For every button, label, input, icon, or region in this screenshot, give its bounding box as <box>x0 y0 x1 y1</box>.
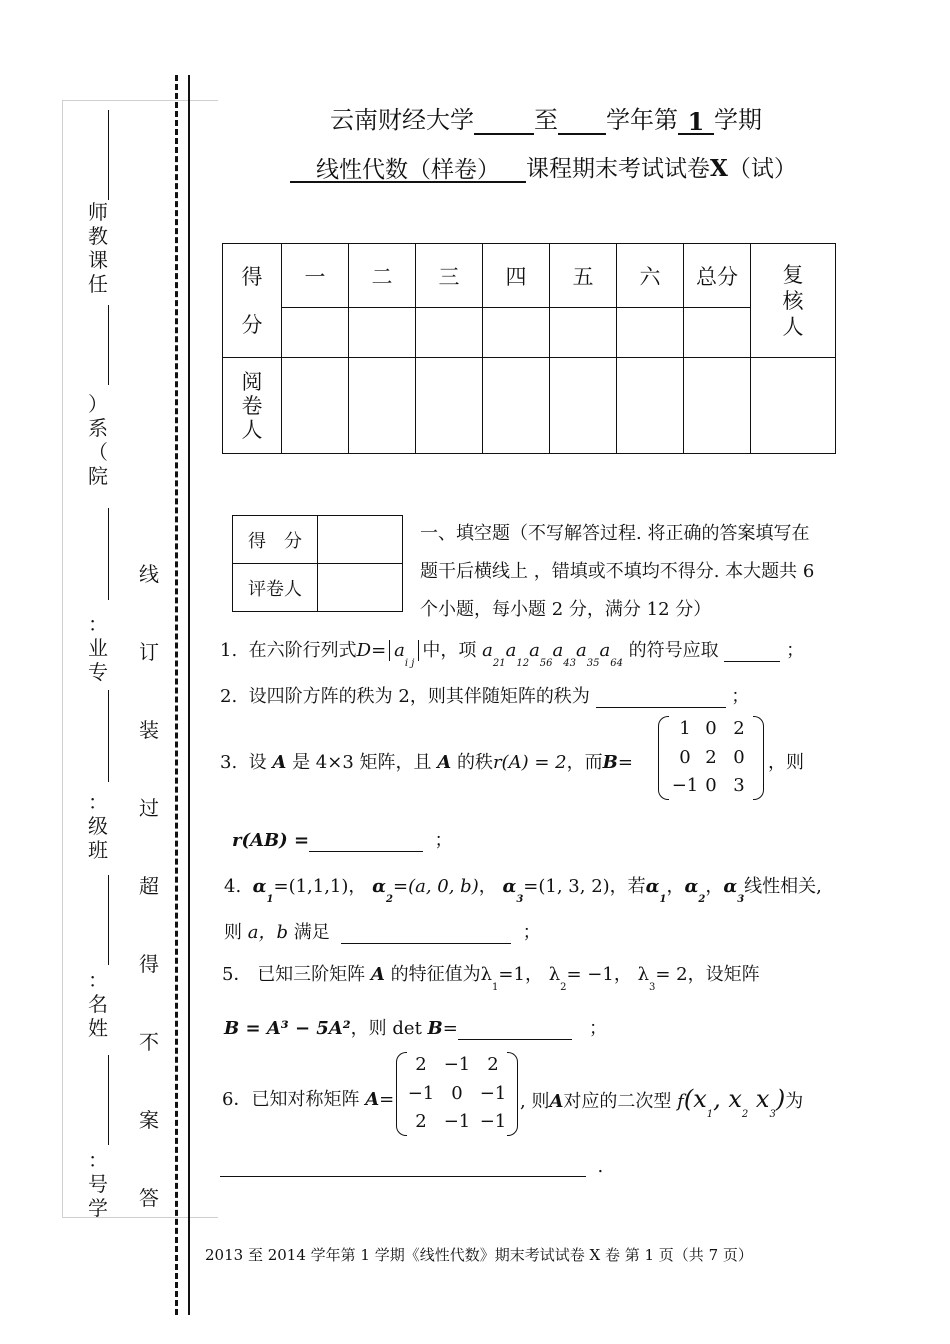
year-end-blank <box>558 107 606 135</box>
answer-blank[interactable] <box>458 1021 572 1040</box>
matrix-cell: 0 <box>705 775 717 796</box>
answer-blank[interactable] <box>341 925 511 944</box>
math-func: f <box>677 1091 684 1112</box>
math-subscript: 35 <box>586 658 600 669</box>
question-text: 则 <box>224 922 242 943</box>
question-text: 设 <box>248 752 267 773</box>
seal-char: 过 <box>139 796 159 820</box>
matrix-cell: −1 <box>671 775 699 796</box>
math-subscript: 21 <box>492 658 506 669</box>
math-var: A <box>437 752 452 773</box>
score-col-total: 总分 <box>684 244 751 308</box>
score-row-label: 得 分 <box>223 244 282 358</box>
math-op: = <box>379 1089 395 1110</box>
math-vars: a，b <box>247 922 288 943</box>
field-line <box>108 110 109 200</box>
score-col: 一 <box>282 244 349 308</box>
question-3-answer <box>232 826 453 852</box>
matrix-cell: 2 <box>487 1054 499 1075</box>
alpha-3: $\alpha_3$ <box>502 876 524 905</box>
question-text: ，而 <box>566 752 603 773</box>
matrix-cell: 2 <box>733 718 745 739</box>
math-subscript: 12 <box>516 658 530 669</box>
eigenvalue-3: = 2 <box>655 964 688 985</box>
section1-grader-box <box>232 515 403 612</box>
math-expr: B = A³ − 5A² <box>224 1018 351 1039</box>
question-text: 已知三阶矩阵 <box>257 964 366 985</box>
math-var: B <box>602 752 618 773</box>
question-text: 线性相关, <box>744 876 822 897</box>
cut-dashed-line <box>175 75 178 1315</box>
section1-instructions: 一、填空题（不写解答过程. 将正确的答案填写在题干后横线上 ，错填或不填均不得分. 本大题共 6 个小题，每小题 2 分，满分 12 分） <box>420 523 815 620</box>
section1-grader-label: 评卷人 <box>233 564 318 612</box>
matrix-cell: 0 <box>679 747 691 768</box>
grader-cell[interactable] <box>550 358 617 454</box>
paper-version: X <box>710 155 728 182</box>
seal-char: 案 <box>139 1108 159 1132</box>
paper-kind: （试） <box>727 156 797 182</box>
function-args: ($x_1$, $x_2$ $x_3$) <box>683 1085 786 1120</box>
matrix-left-paren <box>658 716 669 800</box>
answer-blank[interactable] <box>309 833 423 852</box>
alpha-3: $\alpha_3$ <box>723 876 745 905</box>
math-op: = <box>371 640 387 661</box>
question-text: 已知对称矩阵 <box>251 1089 360 1110</box>
question-1 <box>220 636 805 669</box>
seal-char: 装 <box>139 718 159 742</box>
seal-char: 超 <box>139 874 159 898</box>
question-number: 6． <box>222 1089 252 1110</box>
punctuation: ； <box>731 686 750 707</box>
math-op: = <box>442 1018 458 1039</box>
term-suffix: 学期 <box>714 106 762 134</box>
answer-blank[interactable] <box>724 643 780 662</box>
field-label-teacher: 师 教 课 任 <box>88 200 108 296</box>
math-var: A <box>370 964 385 985</box>
score-col: 五 <box>550 244 617 308</box>
score-cell[interactable] <box>349 308 416 358</box>
question-text: ，则 det <box>350 1018 422 1039</box>
matrix-cell: 0 <box>733 747 745 768</box>
grader-cell[interactable] <box>617 358 684 454</box>
section1-score-label: 得 分 <box>233 516 318 564</box>
punctuation: ； <box>434 830 453 851</box>
question-number: 3. <box>220 752 238 773</box>
question-text: 的符号应取 <box>628 640 719 661</box>
eigenvalue-2: = −1 <box>566 964 614 985</box>
grader-cell[interactable] <box>483 358 550 454</box>
math-var: A <box>549 1091 564 1112</box>
score-col: 二 <box>349 244 416 308</box>
question-number: 2. <box>220 686 238 707</box>
matrix-right-paren <box>753 716 764 800</box>
question-text: 为 <box>785 1091 804 1112</box>
alpha-1: $\alpha_1$ <box>252 876 274 905</box>
score-cell[interactable] <box>483 308 550 358</box>
score-col: 四 <box>483 244 550 308</box>
seal-char: 订 <box>139 640 159 664</box>
exam-header-line1 <box>330 100 762 135</box>
exam-header-line2 <box>290 150 797 183</box>
question-text: ，若 <box>609 876 646 897</box>
question-text: 对应的二次型 <box>563 1091 672 1112</box>
question-text: 中，项 <box>422 640 477 661</box>
vector-1: (1,1,1) <box>288 876 349 897</box>
punctuation: . <box>597 1156 604 1177</box>
matrix-cell: −1 <box>443 1054 471 1075</box>
punctuation: ； <box>522 922 541 943</box>
math-subscript: 43 <box>563 658 576 669</box>
question-5: 5． 已知三阶矩阵 A 的特征值为$\lambda_1=1$， $\lambda_2= -1$， $\lambda_3= 2$，设矩阵 <box>222 964 760 993</box>
matrix-cell: 2 <box>415 1111 427 1132</box>
score-cell[interactable] <box>684 308 751 358</box>
question-text: 设四阶方阵的秩为 2，则其伴随矩阵的秩为 <box>248 686 590 707</box>
math-subscript: i j <box>404 658 415 669</box>
question-number: 1. <box>220 640 238 661</box>
matrix-cell: −1 <box>407 1083 435 1104</box>
field-label-id: ： 号 学 <box>88 1148 108 1220</box>
grader-label: 阅 卷 人 <box>223 358 282 454</box>
matrix-cell: 0 <box>451 1083 463 1104</box>
matrix-cell: 3 <box>733 775 745 796</box>
page-footer: 2013 至 2014 学年第 1 学期《线性代数》期末考试试卷 X 卷 第 1 页（共 7 页） <box>205 1246 753 1264</box>
field-line <box>108 690 109 782</box>
field-label-college: ） 系 （ 院 <box>88 392 108 488</box>
question-2 <box>220 682 749 708</box>
question-3 <box>220 748 633 774</box>
year-start-blank <box>474 107 534 135</box>
score-col: 六 <box>617 244 684 308</box>
lambda-2: $\lambda_2$ <box>548 964 567 993</box>
math-subscript: 64 <box>610 658 623 669</box>
math-var: B <box>427 1018 443 1039</box>
field-line <box>108 875 109 965</box>
term-number: 1 <box>678 107 714 135</box>
seal-char: 得 <box>139 952 159 976</box>
question-6-answer <box>220 1156 603 1177</box>
seal-char: 不 <box>139 1030 159 1054</box>
product-term: $a_{21}a_{12}a_{56}a_{43}a_{35}a_{64}$ <box>482 640 623 669</box>
punctuation: ； <box>786 640 805 661</box>
math-subscript: 56 <box>539 658 553 669</box>
alpha-2: $\alpha_2$ <box>684 876 706 905</box>
university-name: 云南财经大学 <box>330 106 474 134</box>
matrix-right-paren <box>507 1052 518 1136</box>
question-text: 的特征值为 <box>390 964 481 985</box>
question-number: 4. <box>224 876 242 897</box>
math-var: A <box>365 1089 380 1110</box>
reviewer-label: 复 核 人 <box>751 244 836 358</box>
matrix-cell: −1 <box>479 1111 507 1132</box>
matrix-cell: −1 <box>479 1083 507 1104</box>
matrix-B <box>658 716 764 800</box>
section1-score-cell[interactable] <box>318 516 403 564</box>
score-cell[interactable] <box>617 308 684 358</box>
vector-2: (a, 0, b) <box>408 876 479 897</box>
field-label-major: ： 业 专 <box>88 612 108 684</box>
matrix-cell: 2 <box>705 747 717 768</box>
lambda-1: $\lambda_1$ <box>480 964 499 993</box>
field-line <box>108 508 109 600</box>
section1-grader-cell[interactable] <box>318 564 403 612</box>
determinant <box>389 640 419 669</box>
math-var: a <box>394 640 405 661</box>
question-number: 5． <box>222 964 252 985</box>
math-expr: r(AB) = <box>232 830 310 851</box>
question-text: 在六阶行列式 <box>248 640 357 661</box>
question-text: , 则 <box>520 1091 550 1112</box>
math-expr: r(A) = 2 <box>492 752 567 773</box>
score-table <box>222 243 836 454</box>
grader-cell[interactable] <box>684 358 751 454</box>
question-6-tail <box>520 1085 804 1120</box>
grader-cell[interactable] <box>349 358 416 454</box>
grader-cell[interactable] <box>416 358 483 454</box>
matrix-cell: 1 <box>679 718 691 739</box>
exam-title: 课程期末考试试卷 <box>526 156 710 182</box>
field-line <box>108 1055 109 1145</box>
seal-char: 答 <box>139 1186 159 1210</box>
field-label-name: ： 名 姓 <box>88 968 108 1040</box>
vector-3: (1, 3, 2) <box>538 876 610 897</box>
term-text: 学年第 <box>606 106 678 134</box>
score-cell[interactable] <box>282 308 349 358</box>
question-text: 的秩 <box>456 752 493 773</box>
answer-blank[interactable] <box>596 689 726 708</box>
math-var: A <box>272 752 287 773</box>
question-text: 是 4×3 矩阵，且 <box>292 752 432 773</box>
grader-cell[interactable] <box>751 358 836 454</box>
question-3-tail: ，则 <box>768 752 804 773</box>
alpha-1: $\alpha_1$ <box>645 876 667 905</box>
matrix-cell: 0 <box>705 718 717 739</box>
score-cell[interactable] <box>416 308 483 358</box>
field-label-class: ： 级 班 <box>88 790 108 862</box>
question-text: ，设矩阵 <box>687 964 760 985</box>
course-name: 线性代数（样卷） <box>290 151 526 183</box>
question-5-line2 <box>224 1014 607 1040</box>
question-4-line2 <box>224 918 541 944</box>
seal-char: 线 <box>139 562 159 586</box>
score-col: 三 <box>416 244 483 308</box>
question-6 <box>222 1085 394 1111</box>
matrix-cell: 2 <box>415 1054 427 1075</box>
lambda-3: $\lambda_3$ <box>637 964 656 993</box>
eigenvalue-1: =1 <box>498 964 525 985</box>
question-4: 4. $\alpha_1=(1,1,1)$， $\alpha_2=(a$, 0, b)， $\alpha_3=(1$, 3, 2)，若$\alpha_1$，$\alpha_2$，$\alpha_3$线性相关, <box>224 876 822 905</box>
answer-blank[interactable] <box>220 1158 586 1177</box>
question-text: 满足 <box>293 922 330 943</box>
matrix-cell: −1 <box>443 1111 471 1132</box>
punctuation: ； <box>589 1018 608 1039</box>
grader-cell[interactable] <box>282 358 349 454</box>
field-line <box>108 305 109 385</box>
matrix-A <box>396 1052 518 1136</box>
alpha-2: $\alpha_2$ <box>372 876 393 905</box>
score-cell[interactable] <box>550 308 617 358</box>
to-text: 至 <box>534 106 558 134</box>
math-var: D <box>356 640 372 661</box>
math-op: = <box>617 752 633 773</box>
binding-solid-line <box>188 75 190 1315</box>
